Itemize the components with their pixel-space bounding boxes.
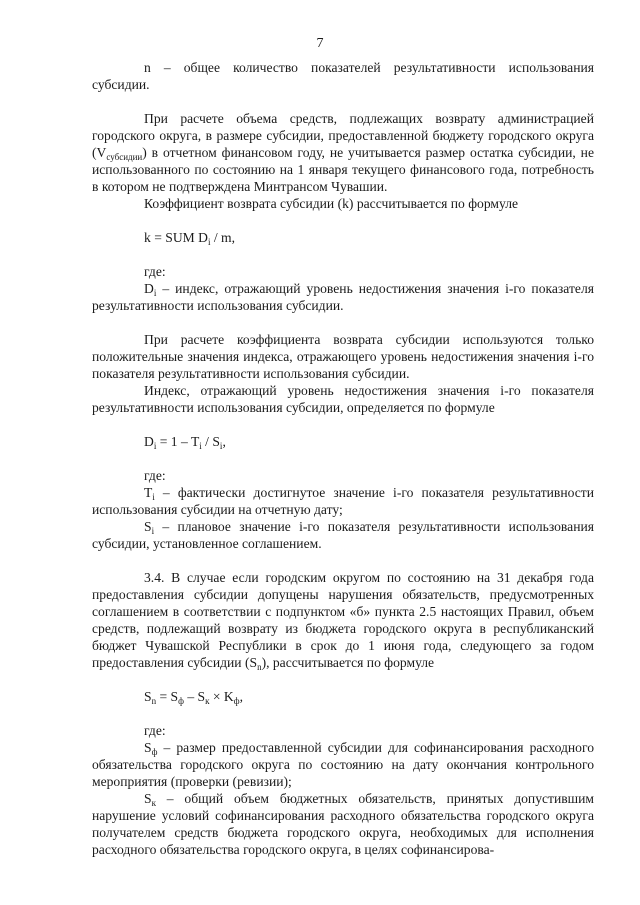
paragraph-si-definition: $S_i$ – плановое значение i-го показателя результативности использования субсидии, установленное соглашением. [92, 519, 594, 551]
paragraph-index-intro: Индекс, отражающий уровень недостижения значения i-го показателя результативности использования субсидии, определяется по формуле [92, 383, 594, 415]
where-label-2: где: [144, 468, 166, 483]
paragraph-sf-definition: $S_ф$ – размер предоставленной субсидии для софинансирования расходного обязательства городского округа по состоянию на дату окончания контрольного мероприятия (проверки (ревизии); [92, 740, 594, 789]
formula-sn: $S_n = S_ф - S_к \times K_ф$, [144, 689, 243, 706]
formula-k: k = SUM $D_i$ / m, [144, 230, 236, 247]
formula-di: $D_i = 1 - T_i / S_i$, [144, 434, 226, 451]
where-label-3: где: [144, 723, 166, 738]
page-number: 7 [316, 36, 324, 51]
paragraph-n-definition: n – общее количество показателей результативности использования субсидии. [92, 60, 594, 92]
paragraph-sk-definition: $S_к$ – общий объем бюджетных обязательств, принятых допустившим нарушение условий софинансирования расходного обязательства городского округа получателем средств бюджета городского округа, необходимых для исполнения расходного обязательства городского округа, в целях софинансирова- [92, 791, 594, 857]
paragraph-di-definition: $D_i$ – индекс, отражающий уровень недостижения значения i-го показателя результативности использования субсидии. [92, 281, 594, 313]
paragraph-positive-values: При расчете коэффициента возврата субсидии используются только положительные значения индекса, отражающего уровень недостижения значения i-го показателя результативности использования субсидии. [92, 332, 594, 381]
paragraph-return-calculation: При расчете объема средств, подлежащих возврату администрацией городского округа, в размере субсидии, предоставленной бюджету городского округа $(V_{субсидии})$ в отчетном финансовом году, не учитывается размер остатка субсидии, не использованного по состоянию на 1 января текущего финансового года, потребность в котором не подтверждена Минтрансом Чувашии. [92, 111, 594, 194]
paragraph-ti-definition: $T_i$ – фактически достигнутое значение i-го показателя результативности использования субсидии на отчетную дату; [92, 485, 594, 517]
where-label-1: где: [144, 264, 166, 279]
paragraph-coefficient-intro: Коэффициент возврата субсидии (k) рассчитывается по формуле [144, 196, 519, 211]
document-body [92, 59, 594, 858]
paragraph-section-3-4: 3.4. В случае если городским округом по состоянию на 31 декабря года предоставления субсидии допущены нарушения обязательств, предусмотренных соглашением в соответствии с подпунктом «б» пункта 2.5 настоящих Правил, объем средств, подлежащий возврату из бюджета городского округа в республиканский бюджет Чувашской Республики в срок до 1 июня года, следующего за годом предоставления субсидии $(S_n)$, рассчитывается по формуле [92, 570, 594, 672]
